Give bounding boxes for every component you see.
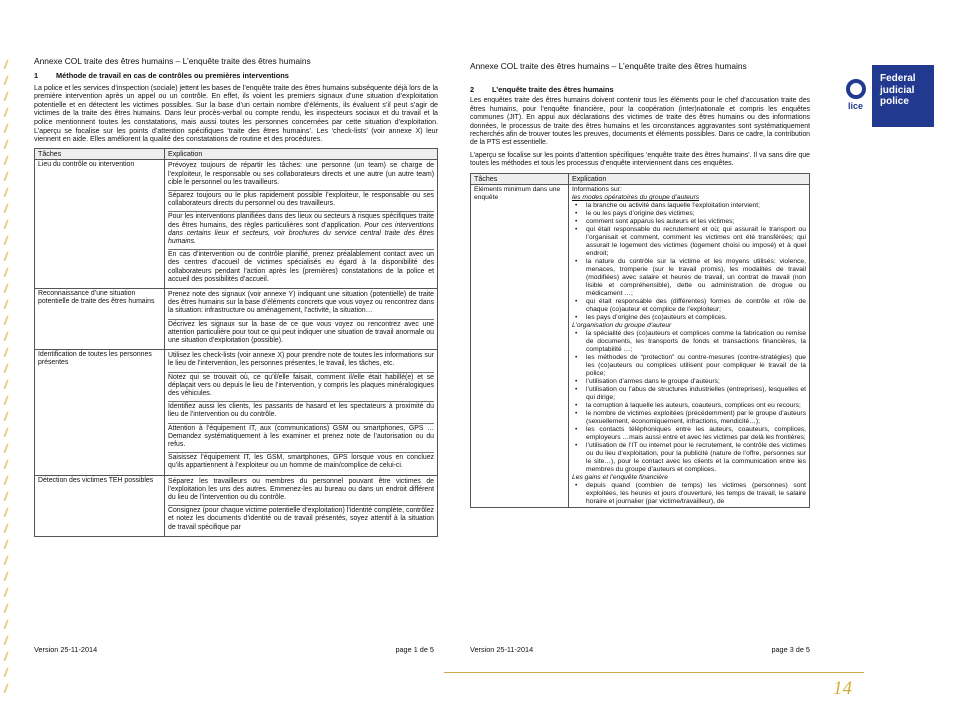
page-3-intro-paragraph: Les enquêtes traite des êtres humains doivent contenir tous les éléments pour le chef d’accusation traite des êtres humains, pour l’enquête financière, pour la coopération (inter)nationale et compris les enquêtes communes (JIT). En appui aux déclarations des victimes de traite des êtres humains ou des informations données, le processus de traite des êtres humains et les circonstances aggravantes sont systématiquement recherchés afin de trouver toutes les preuves, documents et éléments possibles. Dans ce cadre, la contribution de la PTS est essentielle.: [470, 97, 810, 147]
explanation-cell: [165, 160, 438, 289]
group-title: L’organisation du groupe d’auteur: [572, 322, 672, 330]
document-page-1: [28, 0, 444, 660]
page-3-section-heading: [470, 86, 810, 94]
list-item: • depuis quand (combien de temps) les victimes (personnes) sont exploitées, les heures et jours d’ouverture, les temps de travail, le salaire horaire et journalier (par victime/travailleur), de: [572, 482, 806, 506]
decorative-dash: [3, 540, 8, 549]
table-row: [35, 160, 438, 289]
list-item: • l’utilisation ou l’abus de structures industrielles (entreprises), lesquelles et qui dirige;: [572, 386, 806, 402]
explanation-item: Consignez (pour chaque victime potentielle d’exploitation) l’identité complète, contrôlez et notez les documents d’identité ou de travail présentés, soyez attentif à la situation de travail spécifique par: [168, 505, 434, 535]
decorative-dash: [3, 604, 8, 613]
page-1-page-label: page 1 de 5: [395, 645, 434, 654]
explanation-item: Saisissez l’équipement IT, les GSM, smartphones, GPS lorsque vous en concluez qu’ils appartiennent à l’exploiteur ou un homme de main/complice de celui-ci.: [168, 452, 434, 473]
list-item: • la spécialité des (co)auteurs et complices comme la fabrication ou remise de documents, les transports de fonds et transactions financières, la comptabilité …;: [572, 330, 806, 354]
page-1-section-heading: [34, 72, 438, 81]
bullet-list: [572, 330, 806, 474]
explanation-italic-note: Pour ces interventions dans certains lieux et secteurs, voir brochures du service central traite des êtres humains.: [168, 221, 434, 245]
decorative-dash: [3, 668, 8, 677]
page-3-page-label: page 3 de 5: [771, 645, 810, 654]
explanation-item: Séparez les travailleurs ou membres du personnel pouvant être victimes de l’exploitation les uns des autres. Emmenez-les au bureau ou dans un endroit différent du lieu de l’intervention ou du contrôle.: [168, 477, 434, 502]
decorative-dash: [3, 124, 8, 133]
table-row: [35, 350, 438, 475]
decorative-dash: [3, 476, 8, 485]
task-cell: Détection des victimes TEH possibles: [35, 475, 165, 536]
task-cell: Lieu du contrôle ou intervention: [35, 160, 165, 289]
decorative-dash: [3, 204, 8, 213]
decorative-dash: [3, 348, 8, 357]
group-title: les modes opératoires du groupe d’auteurs: [572, 194, 700, 202]
explanation-cell: [165, 475, 438, 536]
explanation-item: Prévoyez toujours de répartir les tâches: une personne (un team) se charge de l’exploiteur, le responsable ou ses collaborateurs directs et une autre (un autre team) cible le personnel ou les travailleurs.: [168, 162, 434, 186]
explanation-item: [168, 211, 434, 249]
decorative-dash: [3, 316, 8, 325]
decorative-dash: [3, 588, 8, 597]
list-item: • les méthodes de “protection” ou contre-mesures (contre-stratégies) que les (co)auteurs ou complices utilisent pour compliquer le travail de la police;: [572, 354, 806, 378]
decorative-dash: [3, 428, 8, 437]
decorative-dash: [3, 236, 8, 245]
decorative-dash: [3, 492, 8, 501]
page-3-section-number: 2: [470, 85, 475, 94]
explanation-cell: [165, 288, 438, 349]
page-1-task-table: [34, 148, 438, 537]
col-header-explication: Explication: [165, 148, 438, 160]
logo-fr-text: lice: [848, 101, 864, 111]
explanation-item: Prenez note des signaux (voir annexe Y) indiquant une situation (potentielle) de traite des êtres humains sur la base d’éléments concrets que vous voyez ou rencontrez dans la situation: infrastructure ou aménagement, l’activité, la situation…: [168, 290, 434, 315]
page-1-section-number: 1: [34, 71, 39, 80]
decorative-dash: [3, 156, 8, 165]
task-cell: Identification de toutes les personnes présentes: [35, 350, 165, 475]
page-3-version: Version 25-11-2014: [470, 645, 534, 654]
explanation-item: Identifiez aussi les clients, les passants de hasard et les spectateurs à proximité du lieu de l’intervention ou du contrôle.: [168, 401, 434, 422]
decorative-dash: [3, 652, 8, 661]
decorative-dash: [3, 364, 8, 373]
decorative-dash: [3, 172, 8, 181]
decorative-dash: [3, 268, 8, 277]
table-row: [471, 185, 810, 508]
list-item: • qui était responsable des (différentes) formes de contrôle et rôle de chaque (co)auteur et complice de l’exploiteur;: [572, 298, 806, 314]
list-item: • les pays d’origine des (co)auteurs et complices.: [572, 314, 806, 322]
decorative-dash: [3, 556, 8, 565]
decorative-dash: [3, 332, 8, 341]
decorative-dash: [3, 684, 8, 693]
decorative-dash-border: [2, 60, 16, 700]
decorative-dash: [3, 572, 8, 581]
decorative-dash: [3, 620, 8, 629]
decorative-dash: [3, 108, 8, 117]
decorative-dash: [3, 76, 8, 85]
explanation-cell: [569, 185, 810, 508]
decorative-dash: [3, 140, 8, 149]
decorative-dash: [3, 284, 8, 293]
col-header-tasks: Tâches: [471, 173, 569, 184]
logo-line: judicial: [880, 84, 915, 96]
list-item: • l’utilisation d’armes dans le groupe d’auteurs;: [572, 378, 806, 386]
logo-line: Federal: [880, 73, 916, 84]
table-header-row: [471, 173, 810, 184]
bullet-list: [572, 482, 806, 506]
page-3-task-table: [470, 173, 810, 508]
page-3-header-title: Annexe COL traite des êtres humains – L’enquête traite des êtres humains: [470, 61, 747, 71]
page-3-intro-paragraph-2: L’aperçu se focalise sur les points d’attention spécifiques ‘enquête traite des êtres humains’. Il va sans dire que toutes les méthodes et tous les processus d’enquête interviennent dans ces enquêtes.: [470, 151, 810, 168]
logo-text-block: [872, 65, 934, 127]
list-item: • comment sont apparus les auteurs et les victimes;: [572, 218, 806, 226]
decorative-dash: [3, 380, 8, 389]
table-header-row: [35, 148, 438, 160]
explanation-item: Attention à l’équipement IT, aux (communications) GSM ou smartphones, GPS … Demandez systématiquement à les examiner et prenez note de l’autorisation ou du refus.: [168, 423, 434, 453]
explanation-item: En cas d’intervention ou de contrôle planifié, prenez préalablement contact avec un des centres d’accueil de victimes spécialisés eu égard à la disponibilité des collaborateurs pendant l’action après les (premières) constatations de la police et accueil des possibilités d’accueil.: [168, 249, 434, 287]
document-page-3: [460, 0, 816, 660]
explanation-item: Utilisez les check-lists (voir annexe X) pour prendre note de toutes les informations sur le lieu de l’intervention, les personnes présentes, le travail, les tâches, etc.: [168, 352, 434, 368]
page-1-version: Version 25-11-2014: [34, 645, 98, 654]
explanation-cell: [165, 350, 438, 475]
table-row: [35, 475, 438, 536]
page-3-section-title: L’enquête traite des êtres humains: [492, 85, 614, 94]
explanation-item: Notez qui se trouvait où, ce qu’il/elle faisait, comment il/elle était habillé(e) et se déplaçait vers ou depuis le lieu de l’intervention, y compris les plaques minéralogiques des véhicules.: [168, 372, 434, 402]
footer-divider: [444, 672, 864, 673]
info-title: Informations sur:: [572, 186, 622, 194]
decorative-dash: [3, 252, 8, 261]
federal-judicial-police-logo: [850, 65, 934, 127]
decorative-dash: [3, 636, 8, 645]
decorative-dash: [3, 460, 8, 469]
list-item: • qui était responsable du recrutement et où; qui assurait le transport ou l’organisait et comment, comment les victimes ont été transférées; qui assurait le logement des victimes (logement choisi ou imposé) et à quel endroit;: [572, 226, 806, 258]
explanation-item: Séparez toujours ou le plus rapidement possible l’exploiteur, le responsable ou ses collaborateurs directs du personnel ou des travailleurs.: [168, 190, 434, 211]
list-item: • l’utilisation de l’IT ou internet pour le recrutement, le contrôle des victimes ou du lieu d’exploitation, pour la publicité (nature de l’offre, personnes sur le site…), pour le contact avec les clients et la communication entre les membres du groupe d’auteurs et complices.: [572, 442, 806, 474]
explanation-text: Pour les interventions planifiées dans des lieux ou secteurs à risques spécifiques traite des êtres humains, des règles particulières sont d’application.: [168, 213, 434, 229]
col-header-explication: Explication: [569, 173, 810, 184]
logo-ring-icon: [846, 79, 866, 99]
list-item: • la nature du contrôle sur la victime et les moyens utilisés: violence, menaces, tromperie (sur le travail promis), les modalités de travail (modifiées) avec salaire et heures de travail, un contrat de travail (non lisible et compréhensible), dette ou administration de drogue ou médicament …;: [572, 258, 806, 298]
page-1-header-title: Annexe COL traite des êtres humains – L’enquête traite des êtres humains: [34, 56, 311, 66]
page-1-intro-paragraph: La police et les services d’inspection (sociale) jettent les bases de l’enquête traite des êtres humains subséquente déjà lors de la première intervention après un appel ou un contrôle. En effet, ils voient les premiers signaux d’une situation d’exploitation potentielle et en détectent les victimes possibles. Sur la base d’un certain nombre d’éléments, ils évaluent s’il peut s’agir de victimes de la traite des êtres humains. Dans leur procès-verbal ou compte rendu, les inspecteurs sociaux et du travail et la police mentionnent toutes les constatations, mais aussi toutes les personnes concernées par cette situation d’exploitation. L’aperçu se focalise sur les points d’attention spécifiques ‘traite des êtres humains’. Les ‘check-lists’ (voir annexe X) leur viennent en aide. Elles améliorent la qualité des constatations de routine et des procédures.: [34, 83, 438, 144]
explanation-item: Décrivez les signaux sur la base de ce que vous voyez ou rencontrez avec une attention particulière pour tout ce qui peut indiquer une situation de travail anormale ou une situation d’exploitation (possible).: [168, 319, 434, 349]
bullet-list: [572, 202, 806, 322]
decorative-dash: [3, 444, 8, 453]
decorative-dash: [3, 524, 8, 533]
group-title: Les gains et l’enquête financière: [572, 474, 668, 482]
list-item: • les contacts téléphoniques entre les auteurs, coauteurs, complices, employeurs …mais aussi entre et avec les victimes par delà les frontières;: [572, 426, 806, 442]
page-1-section-title: Méthode de travail en cas de contrôles ou premières interventions: [56, 71, 289, 80]
logo-fragment: [850, 65, 872, 127]
task-cell: Eléments minimum dans une enquête: [471, 185, 569, 508]
table-row: [35, 288, 438, 349]
decorative-dash: [3, 396, 8, 405]
decorative-dash: [3, 300, 8, 309]
list-item: • la corruption à laquelle les auteurs, coauteurs, complices ont eu recours;: [572, 402, 806, 410]
list-item: • le ou les pays d’origine des victimes;: [572, 210, 806, 218]
decorative-dash: [3, 92, 8, 101]
decorative-dash: [3, 220, 8, 229]
slide-page-number: 14: [833, 678, 852, 699]
decorative-dash: [3, 60, 8, 69]
list-item: • la branche ou activité dans laquelle l’exploitation intervient;: [572, 202, 806, 210]
logo-line: police: [880, 96, 909, 107]
page-1-footer: [34, 645, 434, 654]
decorative-dash: [3, 412, 8, 421]
col-header-tasks: Tâches: [35, 148, 165, 160]
page-3-footer: [470, 645, 810, 654]
decorative-dash: [3, 188, 8, 197]
decorative-dash: [3, 508, 8, 517]
list-item: • le nombre de victimes exploitées (précédemment) par le groupe d’auteurs (sexuellement, économiquement, infractions, mendicité…);: [572, 410, 806, 426]
task-cell: Reconnaissance d’une situation potentielle de traite des êtres humains: [35, 288, 165, 349]
